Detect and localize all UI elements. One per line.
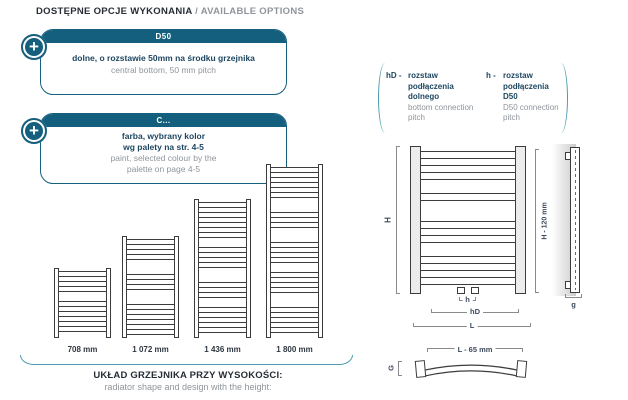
dim-label-pitch-bottom: hD <box>467 307 483 316</box>
radiator-height-label: 1 436 mm <box>204 345 241 354</box>
legend-line-en: bottom connection <box>408 102 474 112</box>
legend-item-hd <box>408 71 473 124</box>
legend-symbol-h: h - <box>486 71 496 80</box>
radiator-height-label: 1 072 mm <box>132 345 169 354</box>
dim-label-height: H <box>383 217 393 223</box>
radiator-illustration-1436 <box>194 199 251 338</box>
option-text-pl: dolne, o rozstawie 50mm na środku grzejnika <box>72 53 255 63</box>
radiator-rail <box>174 236 179 338</box>
dim-line-height <box>396 146 400 294</box>
top-view-bow <box>406 356 536 386</box>
collector-rail <box>515 146 526 294</box>
radiator-gap <box>421 248 515 253</box>
radiator-height-label: 1 800 mm <box>276 345 313 354</box>
dim-line-side-height <box>535 149 539 293</box>
side-view-profile <box>570 147 580 293</box>
page-title-separator: / <box>192 6 201 17</box>
bow-collector-right <box>516 361 526 378</box>
radiator-gap <box>271 201 318 209</box>
radiator-illustration-708 <box>54 268 111 338</box>
option-card-colour <box>40 113 287 184</box>
page-title-pl: DOSTĘPNE OPCJE WYKONANIA <box>36 6 193 17</box>
radiator-tubes <box>199 202 246 335</box>
legend-item-h <box>503 71 559 124</box>
option-text-en: palette on page 4-5 <box>126 164 201 174</box>
radiator-gap <box>127 264 174 272</box>
collector-rail <box>410 146 421 294</box>
legend-line-pl: podłączenia <box>503 81 549 91</box>
radiator-tubes <box>271 167 318 335</box>
legend-line-pl: rozstaw <box>408 71 438 80</box>
caption-pl: UKŁAD GRZEJNIKA PRZY WYSOKOŚCI: <box>93 370 283 381</box>
option-body <box>41 127 286 175</box>
legend-line-en: pitch <box>408 113 425 122</box>
option-text-en: paint, selected colour by the <box>110 153 217 163</box>
bottom-brace <box>20 355 353 365</box>
dim-line-top-length <box>427 345 523 354</box>
radiator-gap <box>271 296 318 303</box>
mount-bracket <box>565 281 571 289</box>
legend-line-en: pitch <box>503 113 520 122</box>
dim-label-top-depth: G <box>386 365 396 371</box>
dim-label-pitch-small: h <box>462 295 473 304</box>
dim-line-side-depth <box>565 294 582 298</box>
option-text-pl: farba, wybrany kolor <box>121 131 206 141</box>
dim-label-side-height: H - 120 mm <box>541 202 549 240</box>
radiator-rail <box>246 199 251 338</box>
legend-line-pl: dolnego <box>408 92 440 101</box>
radiator-gap <box>271 231 318 239</box>
legend-line-pl: D50 <box>503 92 518 101</box>
front-view-tubes <box>421 151 515 289</box>
caption-en: radiator shape and design with the height: <box>104 382 272 392</box>
radiator-gap <box>127 293 174 301</box>
dim-line-pitch-bottom <box>431 307 519 316</box>
dim-line-pitch-small <box>459 295 476 304</box>
option-card-d50 <box>40 29 287 95</box>
radiator-tubes <box>59 271 106 335</box>
dim-line-top-depth <box>398 361 402 376</box>
option-badge: C... <box>41 114 286 127</box>
plus-icon <box>21 118 47 144</box>
option-body <box>41 43 286 76</box>
legend-symbol-hd: hD - <box>386 71 402 80</box>
radiator-illustration-1072 <box>122 236 179 338</box>
dim-label-length: L <box>467 321 478 330</box>
dim-label-side-depth: g <box>571 300 576 309</box>
radiator-gap <box>199 299 246 305</box>
option-badge: D50 <box>41 30 286 43</box>
radiator-gap <box>59 293 106 300</box>
connection-stub <box>457 287 465 294</box>
option-text-en: central bottom, 50 mm pitch <box>111 64 216 75</box>
legend-line-pl: podłączenia <box>408 81 454 91</box>
legend-line-pl: rozstaw <box>503 71 533 80</box>
connection-stub <box>471 287 479 294</box>
plus-glyph: + <box>29 36 39 56</box>
dim-line-length <box>413 321 531 330</box>
radiator-gap <box>421 184 515 189</box>
bow-collector-left <box>415 361 425 378</box>
page-title <box>36 6 304 17</box>
radiator-height-label: 708 mm <box>67 345 98 354</box>
radiator-tubes <box>127 239 174 335</box>
page-title-en: AVAILABLE OPTIONS <box>200 6 305 17</box>
mount-bracket <box>565 152 571 160</box>
legend-line-en: D50 connection <box>503 102 559 112</box>
option-text-pl: wg palety na str. 4-5 <box>123 142 204 152</box>
radiator-gap <box>421 203 515 219</box>
radiator-gap <box>199 239 246 246</box>
plus-glyph: + <box>29 120 39 140</box>
radiator-rail <box>318 164 323 338</box>
radiator-gap <box>271 263 318 272</box>
radiator-illustration-1800 <box>266 164 323 338</box>
radiator-rail <box>106 268 111 338</box>
front-view <box>410 146 526 294</box>
radiator-gap <box>199 269 246 278</box>
plus-icon <box>21 34 47 60</box>
dim-label-top-length: L - 65 mm <box>455 345 496 354</box>
